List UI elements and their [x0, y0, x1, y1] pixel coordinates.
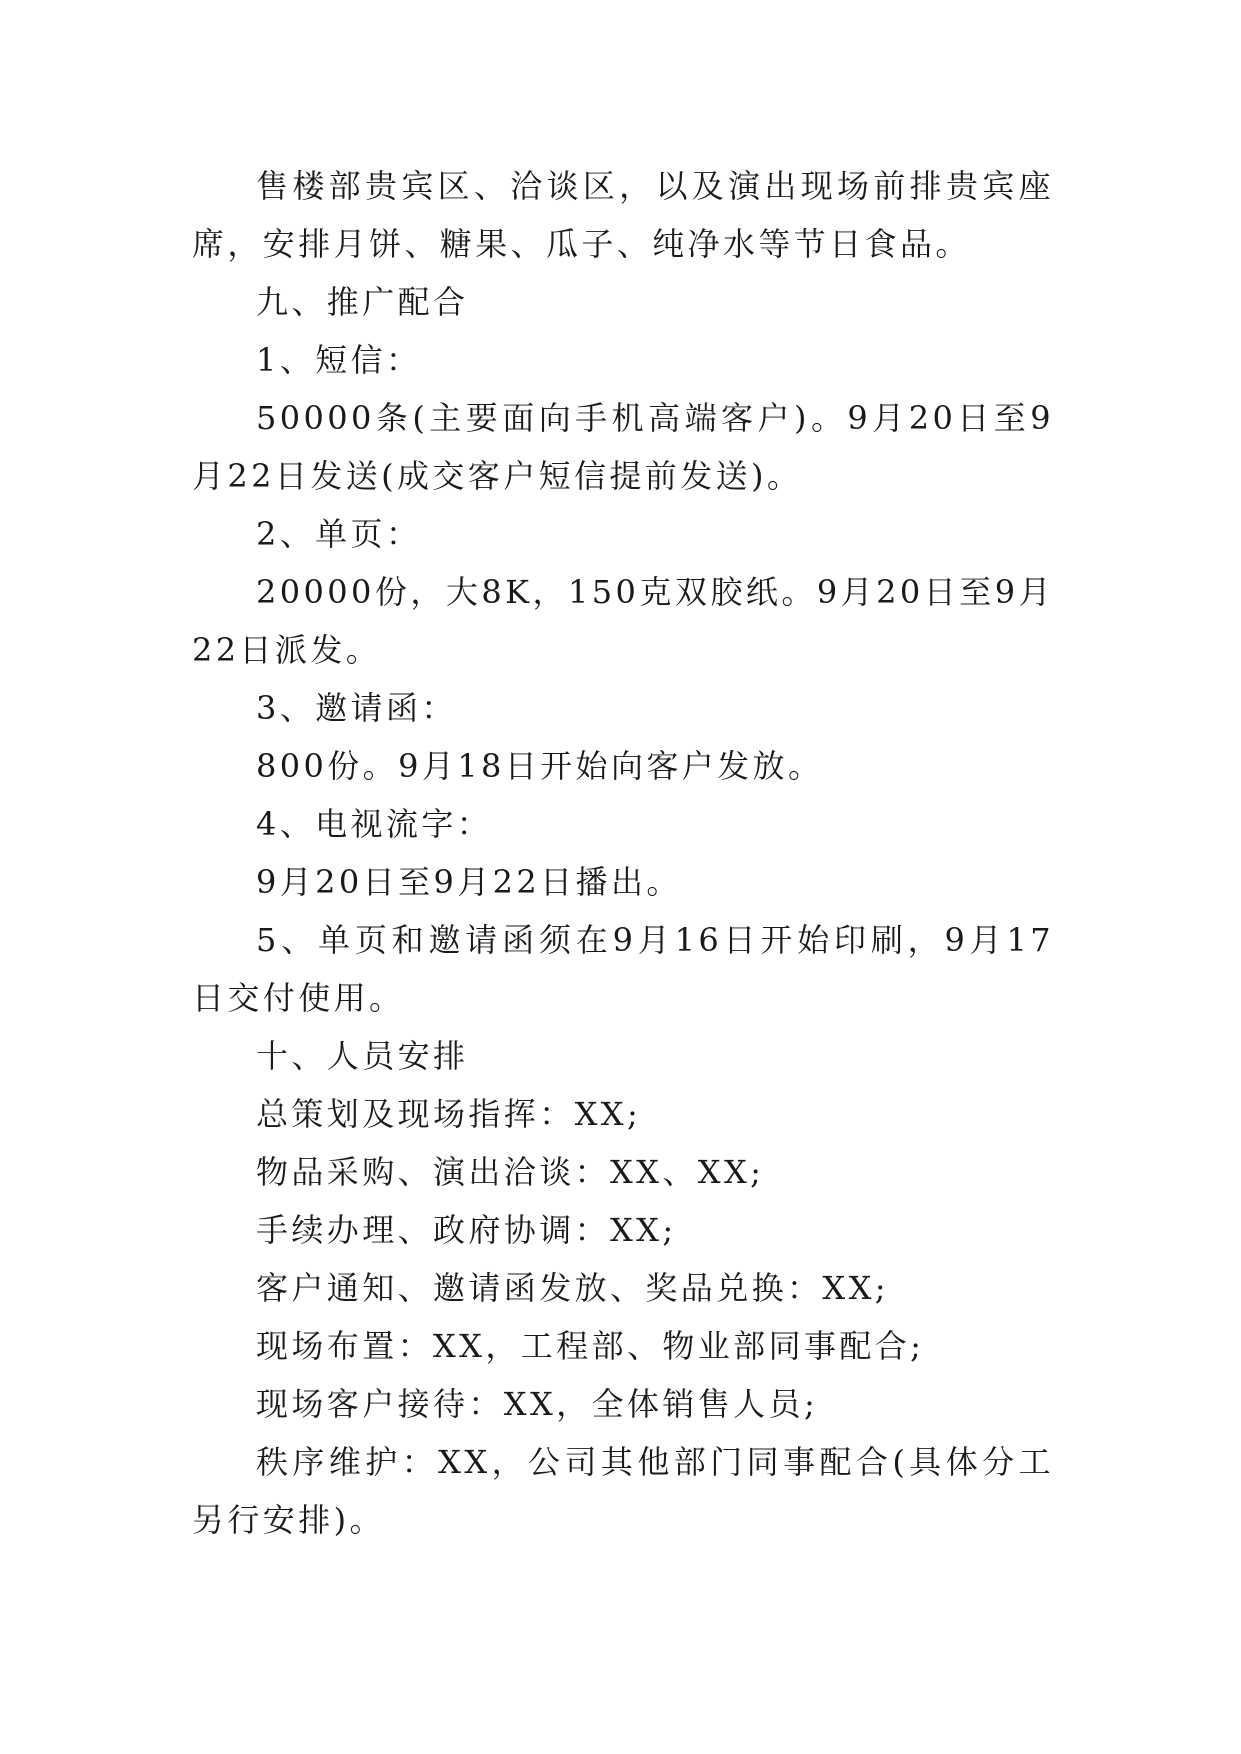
- item-heading-sms: 1、短信：: [256, 341, 422, 379]
- section-heading-promotion: 九、推广配合: [256, 283, 469, 321]
- paragraph-hospitality-food: 售楼部贵宾区、洽谈区，以及演出现场前排贵宾座席，安排月饼、糖果、瓜子、纯净水等节日食品。: [192, 167, 1054, 263]
- staff-line-procurement: 物品采购、演出洽谈：XX、XX;: [256, 1153, 765, 1191]
- paragraph-flyer-details: 20000份，大8K，150克双胶纸。9月20日至9月22日派发。: [192, 573, 1054, 669]
- paragraph-printing-schedule: 5、单页和邀请函须在9月16日开始印刷，9月17日交付使用。: [192, 921, 1054, 1017]
- document-page: [192, 157, 1054, 1549]
- paragraph-tv-ticker-details: 9月20日至9月22日播出。: [256, 863, 682, 901]
- item-heading-flyer: 2、单页：: [256, 515, 422, 553]
- staff-line-permits: 手续办理、政府协调：XX;: [256, 1211, 677, 1249]
- item-heading-invitation: 3、邀请函：: [256, 689, 457, 727]
- staff-line-venue-setup: 现场布置：XX，工程部、物业部同事配合;: [256, 1327, 925, 1365]
- item-heading-tv-ticker: 4、电视流字：: [256, 805, 493, 843]
- staff-line-director: 总策划及现场指挥：XX;: [256, 1095, 642, 1133]
- section-heading-staffing: 十、人员安排: [256, 1037, 469, 1075]
- staff-line-order-maintenance: 秩序维护：XX，公司其他部门同事配合(具体分工另行安排)。: [192, 1443, 1054, 1539]
- staff-line-customer-notice: 客户通知、邀请函发放、奖品兑换：XX;: [256, 1269, 889, 1307]
- paragraph-sms-details: 50000条(主要面向手机高端客户)。9月20日至9月22日发送(成交客户短信提前发送)。: [192, 399, 1054, 495]
- staff-line-reception: 现场客户接待：XX，全体销售人员;: [256, 1385, 819, 1423]
- paragraph-invitation-details: 800份。9月18日开始向客户发放。: [256, 747, 824, 785]
